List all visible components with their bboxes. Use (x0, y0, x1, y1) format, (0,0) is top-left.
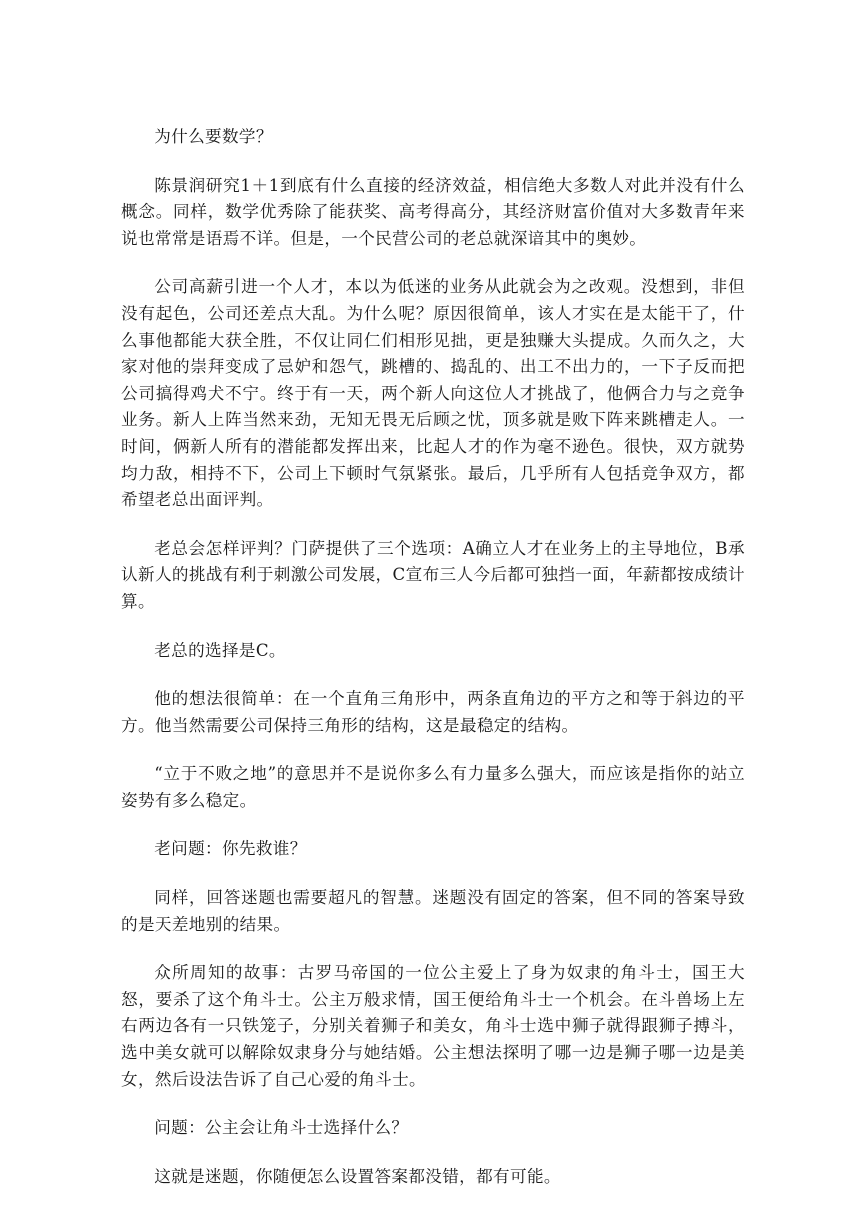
paragraph: 这就是迷题，你随便怎么设置答案都没错，都有可能。 (154, 1166, 561, 1186)
section-title: 为什么要数学？ (154, 127, 273, 146)
paragraph: 同样，回答迷题也需要超凡的智慧。迷题没有固定的答案，但不同的答案导致的是天差地别的结果。 (121, 888, 745, 934)
paragraph: 众所周知的故事：古罗马帝国的一位公主爱上了身为奴隶的角斗士，国王大怒，要杀了这个角斗士。公主万般求情，国王便给角斗士一个机会。在斗兽场上左右两边各有一只铁笼子，分别关着狮子和美女，角斗士选中狮子就得跟狮子搏斗，选中美女就可以解除奴隶身分与她结婚。公主想法探明了哪一边是狮子哪一边是美女，然后设法告诉了自己心爱的角斗士。 (121, 963, 745, 1089)
paragraph: 老总的选择是C。 (154, 640, 286, 660)
paragraph: “立于不败之地”的意思并不是说你多么有力量多么强大，而应该是指你的站立姿势有多么稳定。 (121, 764, 745, 810)
paragraph: 老问题：你先救谁？ (154, 839, 307, 859)
paragraph: 陈景润研究1＋1到底有什么直接的经济效益，相信绝大多数人对此并没有什么概念。同样，数学优秀除了能获奖、高考得高分，其经济财富价值对大多数青年来说也常常是语焉不详。但是，一个民营公司的老总就深谙其中的奥妙。 (121, 175, 745, 248)
paragraph: 他的想法很简单：在一个直角三角形中，两条直角边的平方之和等于斜边的平方。他当然需要公司保持三角形的结构，这是最稳定的结构。 (121, 689, 745, 735)
paragraph: 公司高薪引进一个人才，本以为低迷的业务从此就会为之改观。没想到，非但没有起色，公司还差点大乱。为什么呢？原因很简单，该人才实在是太能干了，什么事他都能大获全胜，不仅让同仁们相形见拙，更是独赚大头提成。久而久之，大家对他的崇拜变成了忌妒和怨气，跳槽的、捣乱的、出工不出力的，一下子反而把公司搞得鸡犬不宁。终于有一天，两个新人向这位人才挑战了，他俩合力与之竞争业务。新人上阵当然来劲，无知无畏无后顾之忧，顶多就是败下阵来跳槽走人。一时间，俩新人所有的潜能都发挥出来，比起人才的作为毫不逊色。很快，双方就势均力敌，相持不下，公司上下顿时气氛紧张。最后，几乎所有人包括竞争双方，都希望老总出面评判。 (121, 277, 745, 510)
document-body (121, 124, 745, 1212)
paragraph: 问题：公主会让角斗士选择什么？ (154, 1118, 409, 1138)
paragraph: 老总会怎样评判？门萨提供了三个选项：A确立人才在业务上的主导地位，B承认新人的挑战有利于刺激公司发展，C宣布三人今后都可独挡一面，年薪都按成绩计算。 (121, 538, 745, 611)
